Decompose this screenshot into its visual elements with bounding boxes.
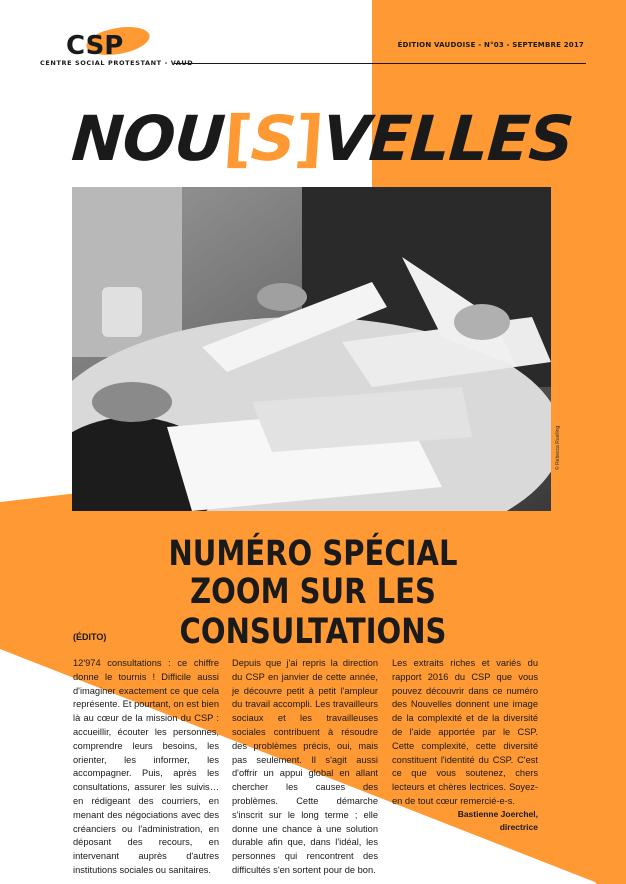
logo-subtitle: CENTRE SOCIAL PROTESTANT - VAUD [40,59,194,67]
masthead-letter: S [248,102,298,175]
signature-name: Bastienne Joerchel, [457,809,538,819]
signature-role: directrice [499,822,538,832]
masthead-part2: VELLES [319,102,576,175]
edito-label: (ÉDITO) [73,632,107,642]
masthead-bracket-open: [ [221,102,254,175]
edito-column-3: Les extraits riches et variés du rapport 2016 du CSP que vous pouvez découvrir dans ce numéro des Nouvelles donnent une image de la complexité et de la diversité de l'aide apportée par le CSP. Cette complexité, cette diversité constituent l'identité du CSP. C'est ce que vous soutenez, chers lecteurs et chères lectrices. Soyez-en de tout cœur remercié-e-s. [392,658,538,806]
headline-line1: NUMÉRO SPÉCIAL [168,534,458,574]
header-divider [174,63,586,64]
signature [458,808,538,834]
masthead-part1: NOU [69,102,227,175]
masthead-bracket-close: ] [292,102,325,175]
cover-photo [72,187,551,511]
masthead-title [69,100,575,178]
headline-line2: ZOOM SUR LES CONSULTATIONS [179,572,447,652]
edition-label: ÉDITION VAUDOISE - N°03 - SEPTEMBRE 2017 [397,41,584,49]
logo-text: CSP [66,31,124,61]
photo-credit: © Rebecca Ruelling [555,425,561,470]
edito-column-1: 12'974 consultations : ce chiffre donne le tournis ! Difficile aussi d'imaginer exactement ce que cela représente. Et pourtant, on est bien là au cœur de la mission du CSP : accueillir, écouter les personnes, comprendre leurs besoins, les orienter, les informer, les accompagner. Puis, après les consultations, assurer les suivis… en rédigeant des courriers, en menant des négociations avec des créanciers ou l'administration, en déposant des recours, en intervenant auprès d'autres institutions sociales ou sanitaires. [73,658,219,875]
edito-column-2: Depuis que j'ai repris la direction du CSP en janvier de cette année, je découvre petit à petit l'ampleur du travail accompli. Les travailleurs sociaux et les travailleuses sociales contribuent à résoudre des problèmes précis, oui, mais pas seulement. Il s'agit aussi d'offrir un appui global en allant chercher les causes des problèmes. Cette démarche s'inscrit sur le long terme ; elle donne une chance à une solution durable afin que, dans l'idéal, les personnes qui rencontrent des difficultés s'en sortent pour de bon. [232,658,378,875]
